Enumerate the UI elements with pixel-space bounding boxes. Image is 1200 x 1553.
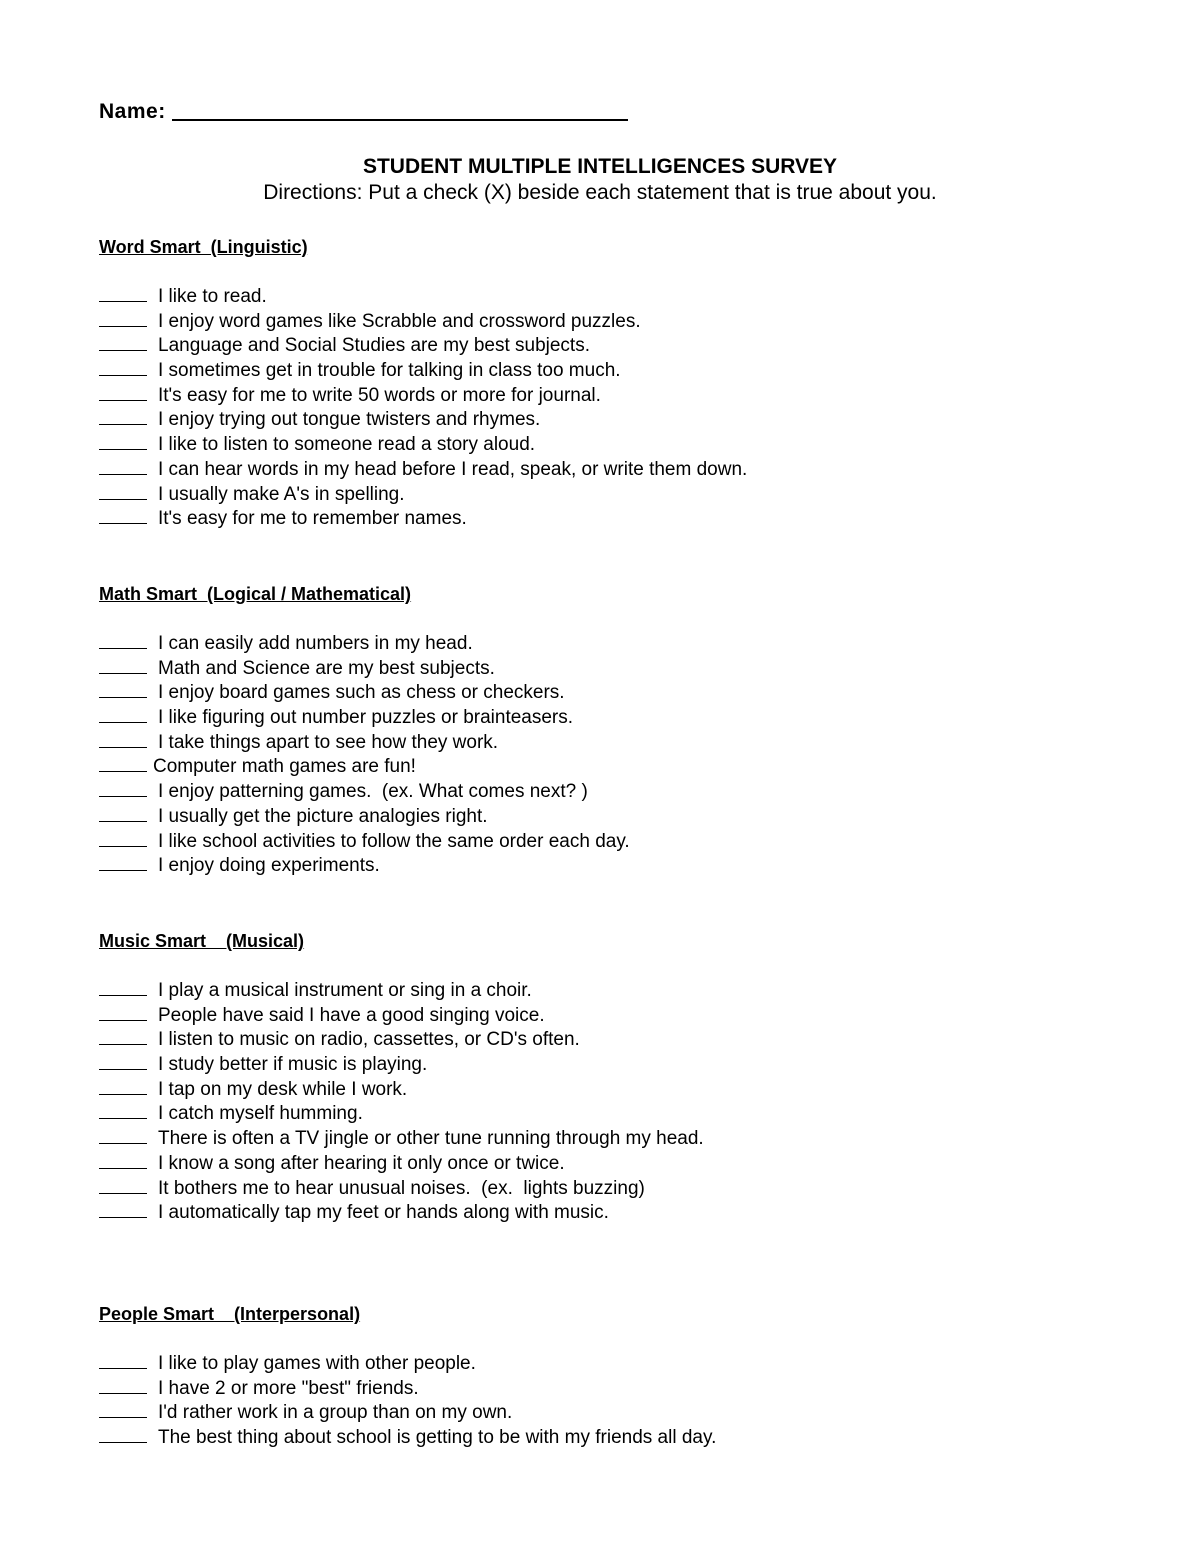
statement-text: Math and Science are my best subjects. bbox=[158, 657, 495, 679]
statement-item bbox=[99, 334, 1099, 359]
statement-item bbox=[99, 1177, 1099, 1202]
check-blank[interactable] bbox=[99, 1020, 147, 1021]
statement-item bbox=[99, 384, 1099, 409]
check-blank[interactable] bbox=[99, 673, 147, 674]
statement-item bbox=[99, 359, 1099, 384]
statement-text: I like school activities to follow the same order each day. bbox=[158, 830, 630, 852]
statement-item bbox=[99, 1201, 1099, 1226]
check-blank[interactable] bbox=[99, 846, 147, 847]
check-blank[interactable] bbox=[99, 474, 147, 475]
check-blank[interactable] bbox=[99, 1442, 147, 1443]
statement-text: I enjoy doing experiments. bbox=[158, 855, 380, 877]
statement-text: There is often a TV jingle or other tune running through my head. bbox=[158, 1128, 704, 1150]
statement-item bbox=[99, 285, 1099, 310]
statement-text: I tap on my desk while I work. bbox=[158, 1078, 408, 1100]
statement-text: It's easy for me to write 50 words or more for journal. bbox=[158, 384, 601, 406]
statement-item bbox=[99, 657, 1099, 682]
check-blank[interactable] bbox=[99, 1044, 147, 1045]
check-blank[interactable] bbox=[99, 995, 147, 996]
check-blank[interactable] bbox=[99, 301, 147, 302]
statement-item bbox=[99, 780, 1099, 805]
check-blank[interactable] bbox=[99, 697, 147, 698]
statement-text: I enjoy word games like Scrabble and crossword puzzles. bbox=[158, 310, 641, 332]
check-blank[interactable] bbox=[99, 1168, 147, 1169]
statement-item bbox=[99, 1426, 1099, 1451]
statement-text: I enjoy trying out tongue twisters and rhymes. bbox=[158, 409, 541, 431]
name-label: Name: bbox=[99, 100, 166, 123]
statement-item bbox=[99, 731, 1099, 756]
section-heading: Math Smart (Logical / Mathematical) bbox=[99, 584, 412, 604]
statement-item bbox=[99, 706, 1099, 731]
statement-item bbox=[99, 1004, 1099, 1029]
statement-text: I listen to music on radio, cassettes, or CD's often. bbox=[158, 1029, 580, 1051]
statement-item bbox=[99, 979, 1099, 1004]
statement-text: I enjoy patterning games. (ex. What comes next? ) bbox=[158, 781, 588, 803]
statement-text: I can hear words in my head before I read, speak, or write them down. bbox=[158, 458, 748, 480]
check-blank[interactable] bbox=[99, 771, 147, 772]
statement-list bbox=[99, 285, 1099, 532]
statement-item bbox=[99, 830, 1099, 855]
statement-text: I automatically tap my feet or hands along with music. bbox=[158, 1202, 609, 1224]
check-blank[interactable] bbox=[99, 1118, 147, 1119]
section-math-smart bbox=[99, 582, 1099, 879]
statement-item bbox=[99, 433, 1099, 458]
page-title: STUDENT MULTIPLE INTELLIGENCES SURVEY bbox=[362, 155, 838, 178]
statement-text: Language and Social Studies are my best subjects. bbox=[158, 335, 590, 357]
check-blank[interactable] bbox=[99, 499, 147, 500]
check-blank[interactable] bbox=[99, 1417, 147, 1418]
check-blank[interactable] bbox=[99, 821, 147, 822]
directions-text: Directions: Put a check (X) beside each statement that is true about you. bbox=[263, 181, 937, 204]
statement-item bbox=[99, 458, 1099, 483]
statement-text: I sometimes get in trouble for talking in class too much. bbox=[158, 360, 621, 382]
name-blank-line[interactable] bbox=[172, 119, 628, 121]
check-blank[interactable] bbox=[99, 449, 147, 450]
section-word-smart bbox=[99, 235, 1099, 532]
check-blank[interactable] bbox=[99, 350, 147, 351]
statement-item bbox=[99, 1352, 1099, 1377]
section-music-smart bbox=[99, 929, 1099, 1226]
check-blank[interactable] bbox=[99, 1217, 147, 1218]
name-row bbox=[99, 100, 628, 124]
statement-text: I catch myself humming. bbox=[158, 1103, 363, 1125]
statement-text: I like to read. bbox=[158, 286, 267, 307]
check-blank[interactable] bbox=[99, 326, 147, 327]
statement-item bbox=[99, 805, 1099, 830]
check-blank[interactable] bbox=[99, 1393, 147, 1394]
statement-text: I usually get the picture analogies right. bbox=[158, 805, 488, 827]
statement-item bbox=[99, 1078, 1099, 1103]
section-people-smart bbox=[99, 1302, 1099, 1451]
statement-text: I know a song after hearing it only once or twice. bbox=[158, 1152, 565, 1174]
statement-text: People have said I have a good singing voice. bbox=[158, 1004, 545, 1026]
statement-text: I have 2 or more "best" friends. bbox=[158, 1377, 419, 1399]
section-heading: Word Smart (Linguistic) bbox=[99, 237, 308, 257]
check-blank[interactable] bbox=[99, 1193, 147, 1194]
statement-text: I can easily add numbers in my head. bbox=[158, 633, 473, 654]
section-heading: Music Smart (Musical) bbox=[99, 931, 305, 951]
statement-text: I take things apart to see how they work. bbox=[158, 731, 499, 753]
statement-item bbox=[99, 483, 1099, 508]
statement-list bbox=[99, 979, 1099, 1226]
check-blank[interactable] bbox=[99, 648, 147, 649]
statement-item bbox=[99, 854, 1099, 879]
statement-list bbox=[99, 632, 1099, 879]
check-blank[interactable] bbox=[99, 796, 147, 797]
statement-text: The best thing about school is getting to be with my friends all day. bbox=[158, 1427, 717, 1449]
statement-item bbox=[99, 681, 1099, 706]
statement-text: I enjoy board games such as chess or checkers. bbox=[158, 682, 565, 704]
statement-text: I play a musical instrument or sing in a choir. bbox=[158, 980, 532, 1001]
statement-text: I like figuring out number puzzles or brainteasers. bbox=[158, 707, 574, 729]
statement-text: I like to play games with other people. bbox=[158, 1353, 476, 1374]
statement-item bbox=[99, 632, 1099, 657]
check-blank[interactable] bbox=[99, 747, 147, 748]
statement-text: It bothers me to hear unusual noises. (ex. lights buzzing) bbox=[158, 1177, 645, 1199]
check-blank[interactable] bbox=[99, 870, 147, 871]
statement-item bbox=[99, 1377, 1099, 1402]
check-blank[interactable] bbox=[99, 1368, 147, 1369]
statement-item bbox=[99, 1152, 1099, 1177]
statement-text: I study better if music is playing. bbox=[158, 1054, 428, 1076]
statement-text: Computer math games are fun! bbox=[153, 756, 416, 778]
statement-text: It's easy for me to remember names. bbox=[158, 508, 467, 530]
statement-text: I usually make A's in spelling. bbox=[158, 483, 405, 505]
check-blank[interactable] bbox=[99, 722, 147, 723]
section-heading: People Smart (Interpersonal) bbox=[99, 1304, 361, 1324]
statement-item bbox=[99, 1127, 1099, 1152]
check-blank[interactable] bbox=[99, 375, 147, 376]
check-blank[interactable] bbox=[99, 1094, 147, 1095]
statement-text: I'd rather work in a group than on my own. bbox=[158, 1402, 513, 1424]
statement-list bbox=[99, 1352, 1099, 1451]
statement-item bbox=[99, 755, 1099, 780]
statement-item bbox=[99, 507, 1099, 532]
check-blank[interactable] bbox=[99, 1143, 147, 1144]
check-blank[interactable] bbox=[99, 400, 147, 401]
check-blank[interactable] bbox=[99, 1069, 147, 1070]
statement-item bbox=[99, 1401, 1099, 1426]
check-blank[interactable] bbox=[99, 424, 147, 425]
check-blank[interactable] bbox=[99, 523, 147, 524]
statement-item bbox=[99, 408, 1099, 433]
statement-item bbox=[99, 310, 1099, 335]
statement-item bbox=[99, 1053, 1099, 1078]
statement-item bbox=[99, 1028, 1099, 1053]
statement-item bbox=[99, 1102, 1099, 1127]
statement-text: I like to listen to someone read a story aloud. bbox=[158, 434, 536, 456]
